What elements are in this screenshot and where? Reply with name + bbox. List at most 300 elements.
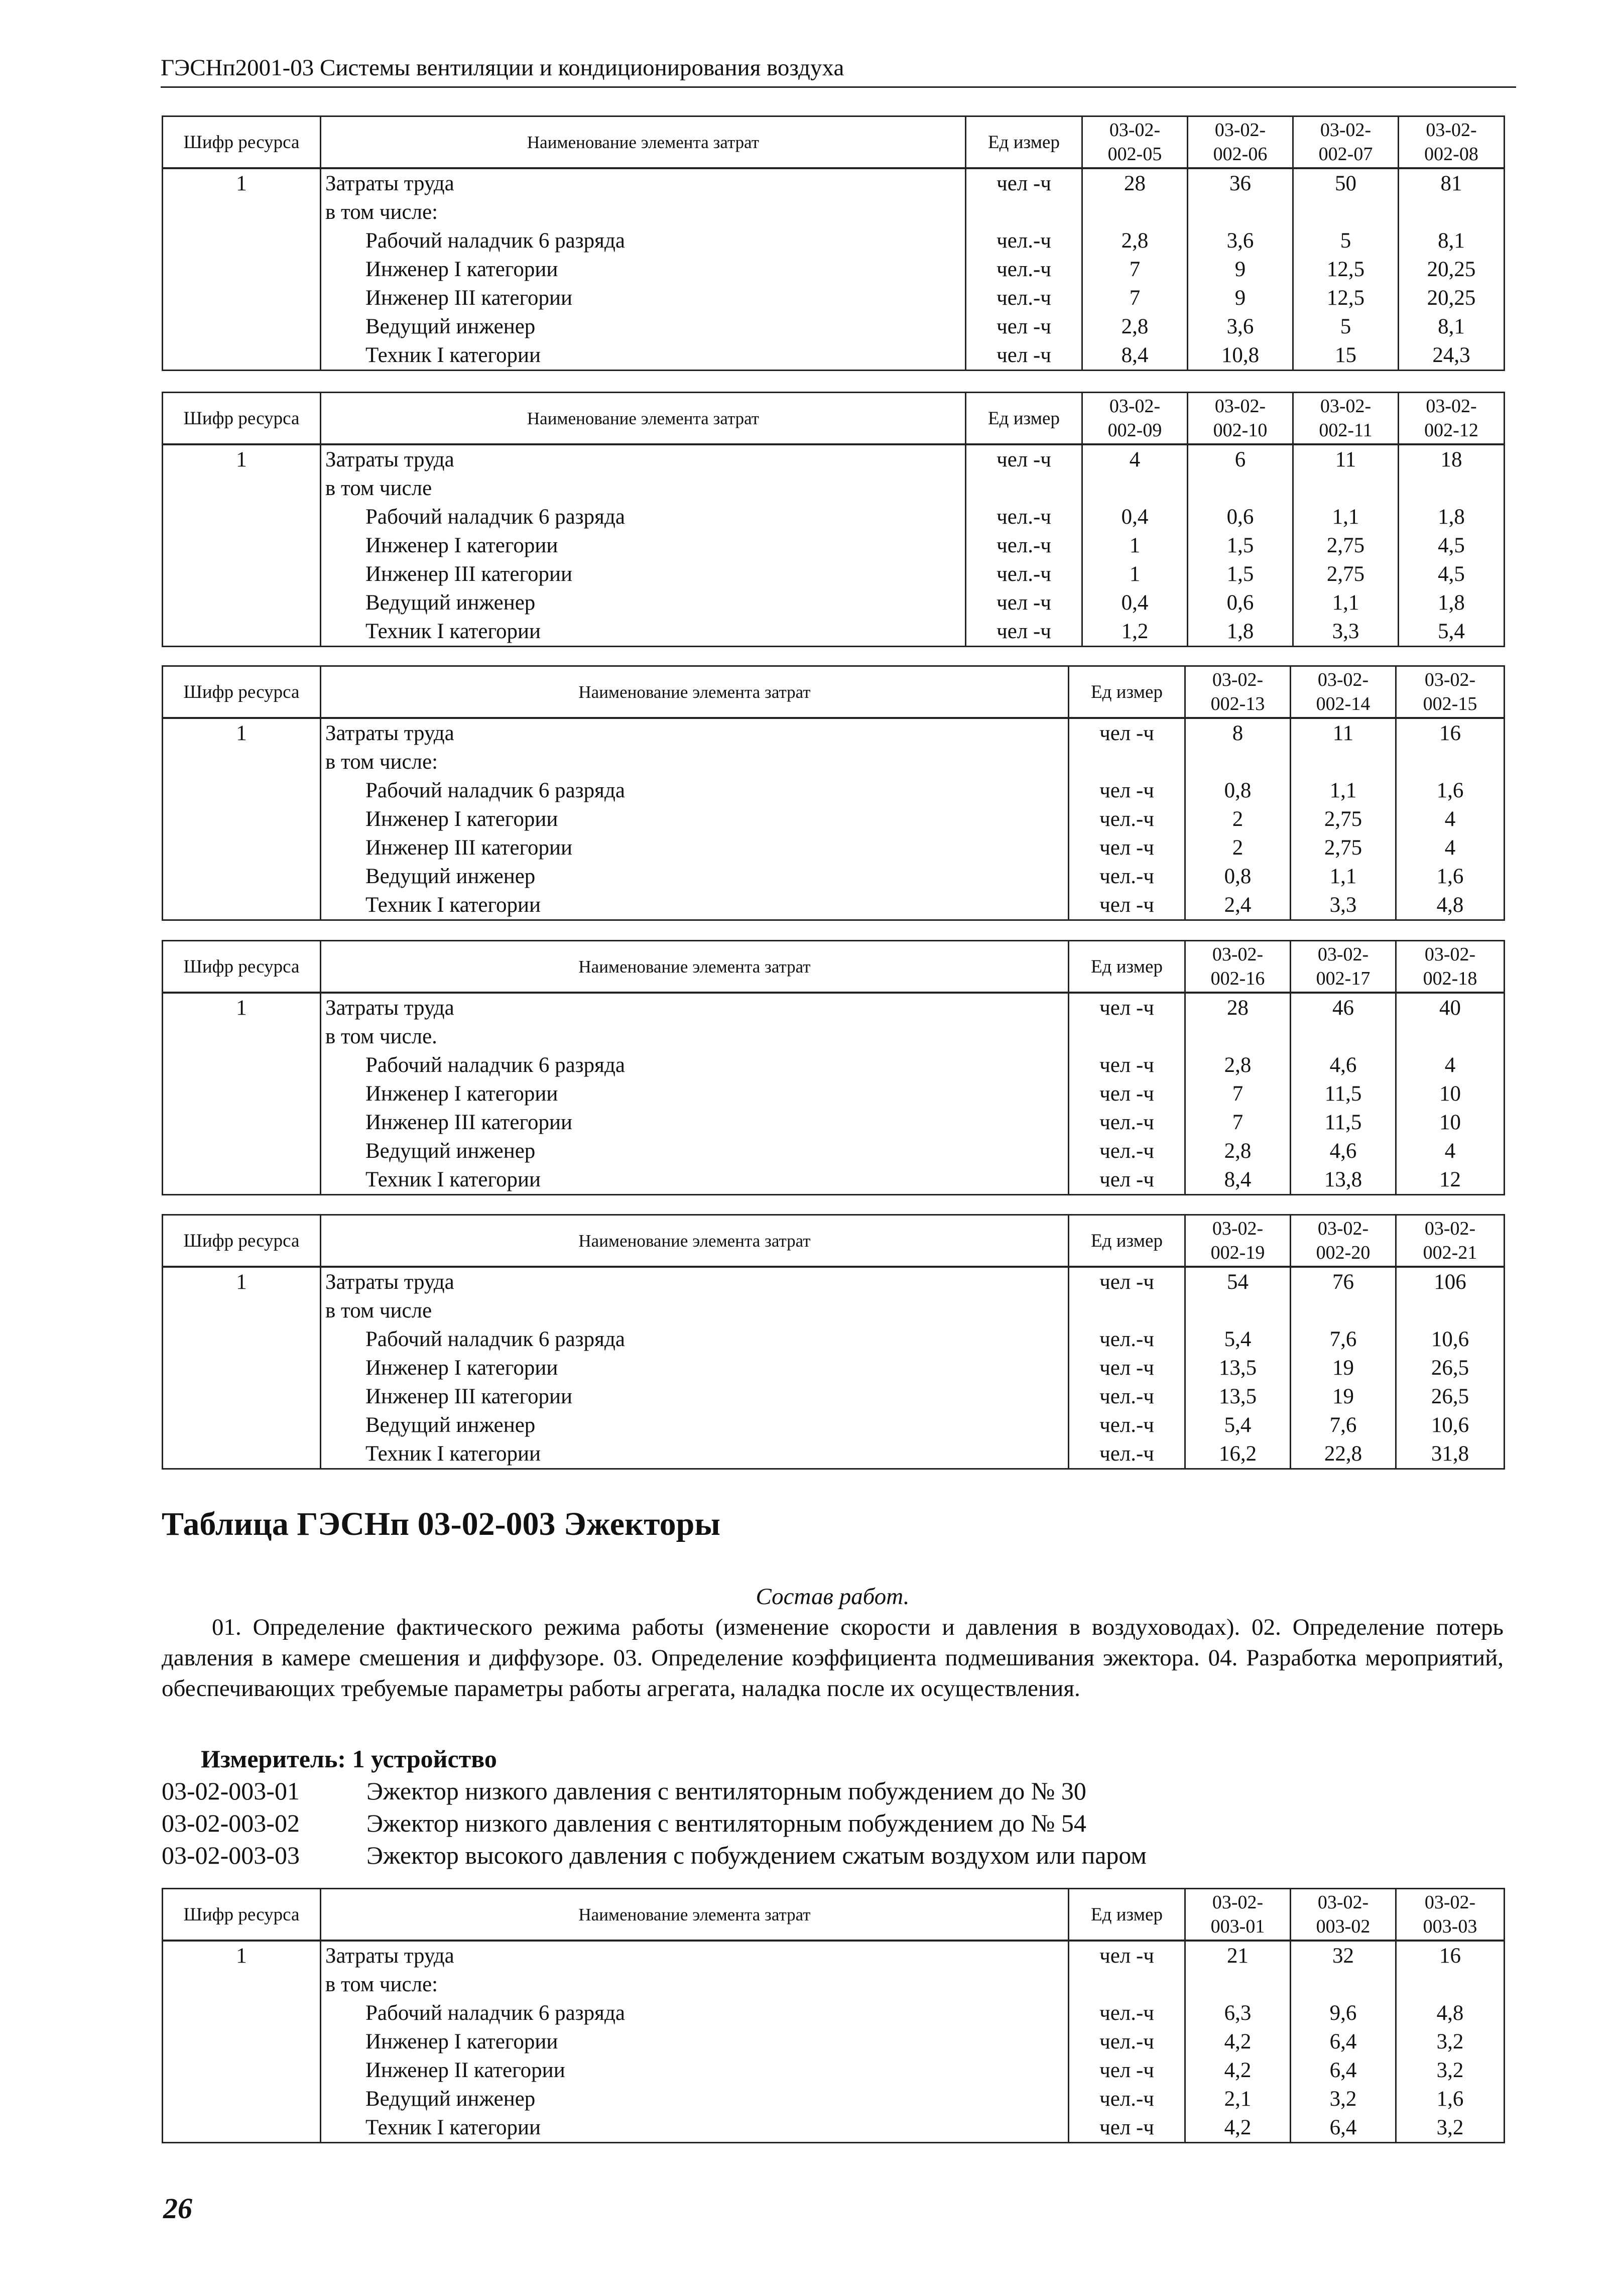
element-name-cell: [321, 2113, 1069, 2143]
element-name-cell: [321, 2085, 1069, 2113]
table-row: [163, 2056, 1505, 2085]
value-cell: 16,2: [1185, 1439, 1291, 1469]
value-cell: 1,6: [1396, 776, 1505, 805]
table-row: [163, 1970, 1505, 1999]
resource-code-cell: [163, 1165, 321, 1195]
element-name: Рабочий наладчик 6 разряда: [365, 2001, 625, 2025]
unit-cell: [1069, 1022, 1185, 1051]
unit-cell: чел.-ч: [1069, 1137, 1185, 1165]
value-cell: 1,8: [1188, 617, 1293, 647]
unit-cell: чел -ч: [966, 312, 1082, 341]
value-cell: 0,8: [1185, 862, 1291, 891]
value-cell: 6,4: [1291, 2113, 1396, 2143]
value-cell: 4,5: [1399, 560, 1505, 588]
value-cell: 8,4: [1082, 341, 1188, 371]
element-name: Рабочий наладчик 6 разряда: [365, 1053, 625, 1077]
unit-cell: чел -ч: [1069, 1267, 1185, 1296]
value-cell: 2,75: [1293, 531, 1399, 560]
unit-cell: чел -ч: [1069, 993, 1185, 1022]
value-cell: [1399, 198, 1505, 226]
resource-code-cell: [163, 2027, 321, 2056]
element-name-cell: [321, 1999, 1069, 2027]
resource-code-cell: [163, 748, 321, 776]
value-cell: 0,6: [1188, 503, 1293, 531]
resource-code-cell: [163, 1108, 321, 1137]
value-cell: 4,8: [1396, 891, 1505, 920]
value-cell: 4,6: [1291, 1051, 1396, 1079]
value-cell: [1188, 474, 1293, 503]
work-item: [162, 1807, 1147, 1839]
value-cell: 7: [1082, 255, 1188, 284]
element-name-cell: [321, 1354, 1069, 1382]
value-cell: 7: [1082, 284, 1188, 312]
value-cell: 1,1: [1291, 862, 1396, 891]
unit-cell: чел.-ч: [966, 503, 1082, 531]
work-item: [162, 1839, 1147, 1871]
table-row: [163, 255, 1505, 284]
value-cell: 5: [1293, 312, 1399, 341]
element-name-cell: [321, 718, 1069, 748]
resource-code-cell: [163, 588, 321, 617]
unit-cell: чел.-ч: [1069, 1382, 1185, 1411]
unit-cell: чел.-ч: [1069, 1439, 1185, 1469]
value-cell: [1396, 748, 1505, 776]
unit-cell: чел.-ч: [966, 531, 1082, 560]
header-norm-code: 03-02- 002-15: [1396, 666, 1505, 718]
work-item-code: 03-02-003-02: [162, 1809, 300, 1837]
header-norm-code: 03-02- 002-06: [1188, 116, 1293, 169]
value-cell: 4: [1396, 1137, 1505, 1165]
element-name-cell: [321, 1079, 1069, 1108]
table-row: [163, 1354, 1505, 1382]
header-norm-code: 03-02- 002-05: [1082, 116, 1188, 169]
page-number: 26: [163, 2192, 192, 2225]
value-cell: 1,1: [1293, 503, 1399, 531]
unit-cell: чел.-ч: [966, 284, 1082, 312]
resource-code-cell: [163, 617, 321, 647]
element-name-cell: [321, 341, 966, 371]
value-cell: 7: [1185, 1108, 1291, 1137]
unit-cell: чел -ч: [966, 168, 1082, 198]
element-name-cell: [321, 2056, 1069, 2085]
header-norm-code: 03-02- 003-03: [1396, 1889, 1505, 1941]
table-row: [163, 284, 1505, 312]
table-row: [163, 993, 1505, 1022]
value-cell: 3,3: [1293, 617, 1399, 647]
resource-code-cell: [163, 1079, 321, 1108]
element-name-cell: [321, 168, 966, 198]
value-cell: 2: [1185, 805, 1291, 833]
header-unit: Ед измер: [966, 116, 1082, 169]
unit-cell: чел -ч: [966, 588, 1082, 617]
table-header-row: [163, 393, 1505, 445]
value-cell: [1082, 198, 1188, 226]
value-cell: 16: [1396, 718, 1505, 748]
element-name-cell: [321, 1439, 1069, 1469]
cost-table: [162, 665, 1505, 921]
table-row: [163, 862, 1505, 891]
resource-code-cell: 1: [163, 168, 321, 198]
value-cell: [1293, 198, 1399, 226]
unit-cell: чел.-ч: [1069, 862, 1185, 891]
header-element-name: Наименование элемента затрат: [321, 1889, 1069, 1941]
value-cell: 4,2: [1185, 2027, 1291, 2056]
element-name: Ведущий инженер: [365, 1139, 536, 1163]
value-cell: 106: [1396, 1267, 1505, 1296]
element-name: Ведущий инженер: [365, 1413, 536, 1437]
element-name: в том числе:: [325, 750, 438, 774]
header-norm-code: 03-02- 002-10: [1188, 393, 1293, 445]
resource-code-cell: [163, 226, 321, 255]
header-resource-code: Шифр ресурса: [163, 393, 321, 445]
work-item-text: Эжектор низкого давления с вентиляторным побуждением до № 54: [366, 1809, 1086, 1837]
resource-code-cell: [163, 198, 321, 226]
value-cell: 20,25: [1399, 255, 1505, 284]
value-cell: 13,5: [1185, 1382, 1291, 1411]
cost-table: [162, 392, 1505, 647]
header-norm-code: 03-02- 002-08: [1399, 116, 1505, 169]
element-name: Рабочий наладчик 6 разряда: [365, 1327, 625, 1351]
value-cell: 6: [1188, 444, 1293, 474]
element-name-cell: [321, 1165, 1069, 1195]
value-cell: 7,6: [1291, 1325, 1396, 1354]
header-norm-code: 03-02- 002-17: [1291, 941, 1396, 993]
unit-cell: чел -ч: [1069, 891, 1185, 920]
element-name: Техник I категории: [365, 1168, 541, 1191]
composition-block: [162, 1582, 1504, 1704]
value-cell: [1188, 198, 1293, 226]
resource-code-cell: [163, 1022, 321, 1051]
resource-code-cell: [163, 284, 321, 312]
value-cell: 6,4: [1291, 2027, 1396, 2056]
value-cell: [1396, 1970, 1505, 1999]
value-cell: 20,25: [1399, 284, 1505, 312]
table-header-row: [163, 116, 1505, 169]
value-cell: 31,8: [1396, 1439, 1505, 1469]
element-name: Затраты труда: [325, 1944, 454, 1968]
value-cell: 3,2: [1291, 2085, 1396, 2113]
resource-code-cell: [163, 1137, 321, 1165]
page-header: ГЭСНп2001-03 Системы вентиляции и кондиционирования воздуха: [161, 54, 1516, 88]
element-name-cell: [321, 1022, 1069, 1051]
work-item-text: Эжектор высокого давления с побуждением сжатым воздухом или паром: [366, 1841, 1147, 1869]
table-row: [163, 1137, 1505, 1165]
table-row: [163, 531, 1505, 560]
unit-cell: чел -ч: [1069, 776, 1185, 805]
header-norm-code: 03-02- 002-19: [1185, 1215, 1291, 1267]
value-cell: 54: [1185, 1267, 1291, 1296]
header-element-name: Наименование элемента затрат: [321, 393, 966, 445]
value-cell: 4: [1396, 805, 1505, 833]
element-name: Ведущий инженер: [365, 591, 536, 615]
work-item: [162, 1775, 1147, 1807]
value-cell: 2,8: [1185, 1137, 1291, 1165]
resource-code-cell: [163, 312, 321, 341]
value-cell: 13,8: [1291, 1165, 1396, 1195]
value-cell: 4,5: [1399, 531, 1505, 560]
value-cell: [1293, 474, 1399, 503]
value-cell: 10: [1396, 1079, 1505, 1108]
element-name: в том числе: [325, 476, 432, 500]
resource-code-cell: [163, 560, 321, 588]
table-row: [163, 776, 1505, 805]
resource-code-cell: [163, 474, 321, 503]
value-cell: 4,6: [1291, 1137, 1396, 1165]
element-name-cell: [321, 1296, 1069, 1325]
unit-cell: чел -ч: [1069, 1051, 1185, 1079]
element-name: Затраты труда: [325, 448, 454, 471]
value-cell: 8,4: [1185, 1165, 1291, 1195]
element-name-cell: [321, 1411, 1069, 1439]
value-cell: 11,5: [1291, 1108, 1396, 1137]
work-item-code: 03-02-003-01: [162, 1777, 300, 1805]
resource-code-cell: [163, 862, 321, 891]
value-cell: [1082, 474, 1188, 503]
value-cell: 0,4: [1082, 503, 1188, 531]
value-cell: 36: [1188, 168, 1293, 198]
unit-cell: чел.-ч: [1069, 2085, 1185, 2113]
element-name-cell: [321, 444, 966, 474]
element-name-cell: [321, 531, 966, 560]
element-name: Затраты труда: [325, 721, 454, 745]
element-name-cell: [321, 1267, 1069, 1296]
table-row: [163, 1941, 1505, 1970]
table-row: [163, 2113, 1505, 2143]
value-cell: 5,4: [1185, 1325, 1291, 1354]
element-name: Инженер I категории: [365, 534, 558, 557]
value-cell: 1,1: [1291, 776, 1396, 805]
table-header-row: [163, 666, 1505, 718]
resource-code-cell: [163, 531, 321, 560]
value-cell: 4: [1396, 1051, 1505, 1079]
element-name: Инженер III категории: [365, 562, 573, 586]
value-cell: 2,75: [1291, 833, 1396, 862]
element-name: Затраты труда: [325, 172, 454, 195]
header-resource-code: Шифр ресурса: [163, 116, 321, 169]
table-row: [163, 1079, 1505, 1108]
value-cell: 18: [1399, 444, 1505, 474]
header-norm-code: 03-02- 002-12: [1399, 393, 1505, 445]
element-name-cell: [321, 474, 966, 503]
table-row: [163, 226, 1505, 255]
value-cell: 4: [1396, 833, 1505, 862]
unit-cell: чел -ч: [1069, 2113, 1185, 2143]
value-cell: 12,5: [1293, 255, 1399, 284]
table-row: [163, 503, 1505, 531]
cost-table: [162, 1214, 1505, 1470]
header-norm-code: 03-02- 003-02: [1291, 1889, 1396, 1941]
element-name-cell: [321, 1325, 1069, 1354]
value-cell: 2,8: [1082, 312, 1188, 341]
unit-cell: чел.-ч: [1069, 2027, 1185, 2056]
header-unit: Ед измер: [1069, 666, 1185, 718]
resource-code-cell: [163, 2056, 321, 2085]
value-cell: 13,5: [1185, 1354, 1291, 1382]
value-cell: 9,6: [1291, 1999, 1396, 2027]
value-cell: 22,8: [1291, 1439, 1396, 1469]
table-row: [163, 1999, 1505, 2027]
value-cell: 1,1: [1293, 588, 1399, 617]
unit-cell: [966, 474, 1082, 503]
table-row: [163, 891, 1505, 920]
element-name: Инженер III категории: [365, 286, 573, 310]
resource-code-cell: 1: [163, 444, 321, 474]
unit-cell: чел -ч: [1069, 1941, 1185, 1970]
unit-cell: чел -ч: [966, 341, 1082, 371]
resource-code-cell: [163, 1439, 321, 1469]
element-name-cell: [321, 284, 966, 312]
element-name: Ведущий инженер: [365, 865, 536, 888]
resource-code-cell: 1: [163, 1267, 321, 1296]
resource-code-cell: [163, 1382, 321, 1411]
value-cell: 19: [1291, 1382, 1396, 1411]
element-name-cell: [321, 312, 966, 341]
value-cell: 40: [1396, 993, 1505, 1022]
element-name: Инженер I категории: [365, 258, 558, 281]
unit-cell: чел -ч: [966, 617, 1082, 647]
value-cell: 3,2: [1396, 2113, 1505, 2143]
value-cell: 2,75: [1293, 560, 1399, 588]
value-cell: 16: [1396, 1941, 1505, 1970]
unit-cell: чел.-ч: [1069, 1411, 1185, 1439]
resource-code-cell: [163, 1051, 321, 1079]
value-cell: [1185, 1970, 1291, 1999]
table-row: [163, 1325, 1505, 1354]
unit-cell: чел -ч: [1069, 833, 1185, 862]
element-name: Инженер I категории: [365, 2030, 558, 2053]
value-cell: 9: [1188, 255, 1293, 284]
header-unit: Ед измер: [966, 393, 1082, 445]
value-cell: 1: [1082, 560, 1188, 588]
element-name: Техник I категории: [365, 343, 541, 367]
element-name: Техник I категории: [365, 2116, 541, 2139]
element-name: Затраты труда: [325, 1270, 454, 1294]
value-cell: 2,8: [1185, 1051, 1291, 1079]
element-name: Рабочий наладчик 6 разряда: [365, 779, 625, 802]
header-norm-code: 03-02- 002-07: [1293, 116, 1399, 169]
value-cell: 8: [1185, 718, 1291, 748]
header-unit: Ед измер: [1069, 941, 1185, 993]
table-row: [163, 2027, 1505, 2056]
value-cell: 11: [1293, 444, 1399, 474]
value-cell: 19: [1291, 1354, 1396, 1382]
unit-cell: [1069, 1970, 1185, 1999]
value-cell: [1185, 748, 1291, 776]
element-name-cell: [321, 2027, 1069, 2056]
resource-code-cell: [163, 1411, 321, 1439]
value-cell: 3,2: [1396, 2027, 1505, 2056]
table-row: [163, 833, 1505, 862]
table-header-row: [163, 1215, 1505, 1267]
resource-code-cell: [163, 1999, 321, 2027]
table-row: [163, 588, 1505, 617]
cost-table: [162, 115, 1505, 371]
value-cell: 8,1: [1399, 226, 1505, 255]
element-name-cell: [321, 805, 1069, 833]
value-cell: 5,4: [1185, 1411, 1291, 1439]
table-row: [163, 1411, 1505, 1439]
composition-text: 01. Определение фактического режима работы (изменение скорости и давления в воздуховодах). 02. Определение потерь давления в камере смешения и диффузоре. 03. Определение коэффициента подмешивания эжектора. 04. Разработка мероприятий, обеспечивающих требуемые параметры работы агрегата, наладка после их осуществления.: [162, 1614, 1504, 1702]
value-cell: [1291, 1296, 1396, 1325]
resource-code-cell: [163, 1325, 321, 1354]
element-name-cell: [321, 588, 966, 617]
table-row: [163, 1108, 1505, 1137]
value-cell: 2,75: [1291, 805, 1396, 833]
header-resource-code: Шифр ресурса: [163, 941, 321, 993]
work-item-text: Эжектор низкого давления с вентиляторным побуждением до № 30: [366, 1777, 1086, 1805]
work-item-code: 03-02-003-03: [162, 1841, 300, 1869]
value-cell: 1,6: [1396, 2085, 1505, 2113]
table-row: [163, 198, 1505, 226]
value-cell: 7,6: [1291, 1411, 1396, 1439]
value-cell: 10: [1396, 1108, 1505, 1137]
unit-cell: чел -ч: [1069, 1354, 1185, 1382]
element-name-cell: [321, 617, 966, 647]
unit-cell: [1069, 748, 1185, 776]
element-name-cell: [321, 1108, 1069, 1137]
cost-table: [162, 1888, 1505, 2143]
resource-code-cell: 1: [163, 718, 321, 748]
value-cell: 1,8: [1399, 503, 1505, 531]
value-cell: 6,4: [1291, 2056, 1396, 2085]
element-name: Ведущий инженер: [365, 315, 536, 338]
table-row: [163, 312, 1505, 341]
unit-cell: [1069, 1296, 1185, 1325]
element-name-cell: [321, 560, 966, 588]
value-cell: 46: [1291, 993, 1396, 1022]
composition-title: Состав работ.: [756, 1584, 910, 1610]
table-row: [163, 1165, 1505, 1195]
unit-cell: чел.-ч: [1069, 805, 1185, 833]
value-cell: 5: [1293, 226, 1399, 255]
unit-cell: чел -ч: [1069, 2056, 1185, 2085]
unit-cell: [966, 198, 1082, 226]
header-element-name: Наименование элемента затрат: [321, 941, 1069, 993]
resource-code-cell: [163, 1970, 321, 1999]
value-cell: 3,6: [1188, 312, 1293, 341]
value-cell: 4,2: [1185, 2113, 1291, 2143]
header-element-name: Наименование элемента затрат: [321, 116, 966, 169]
value-cell: 1,5: [1188, 560, 1293, 588]
element-name: Инженер III категории: [365, 1385, 573, 1408]
resource-code-cell: [163, 891, 321, 920]
value-cell: [1396, 1022, 1505, 1051]
unit-cell: чел.-ч: [966, 255, 1082, 284]
value-cell: 2,8: [1082, 226, 1188, 255]
unit-cell: чел -ч: [966, 444, 1082, 474]
value-cell: 6,3: [1185, 1999, 1291, 2027]
resource-code-cell: [163, 1296, 321, 1325]
value-cell: 28: [1082, 168, 1188, 198]
value-cell: 15: [1293, 341, 1399, 371]
element-name: Техник I категории: [365, 620, 541, 643]
header-norm-code: 03-02- 002-14: [1291, 666, 1396, 718]
element-name: Инженер I категории: [365, 1356, 558, 1380]
header-resource-code: Шифр ресурса: [163, 666, 321, 718]
element-name: в том числе.: [325, 1025, 437, 1048]
header-norm-code: 03-02- 002-20: [1291, 1215, 1396, 1267]
table-header-row: [163, 1889, 1505, 1941]
resource-code-cell: 1: [163, 1941, 321, 1970]
value-cell: 0,6: [1188, 588, 1293, 617]
element-name: в том числе: [325, 1299, 432, 1322]
unit-cell: чел -ч: [1069, 1165, 1185, 1195]
value-cell: 11: [1291, 718, 1396, 748]
header-resource-code: Шифр ресурса: [163, 1215, 321, 1267]
value-cell: 81: [1399, 168, 1505, 198]
header-norm-code: 03-02- 002-13: [1185, 666, 1291, 718]
unit-cell: чел.-ч: [1069, 1325, 1185, 1354]
